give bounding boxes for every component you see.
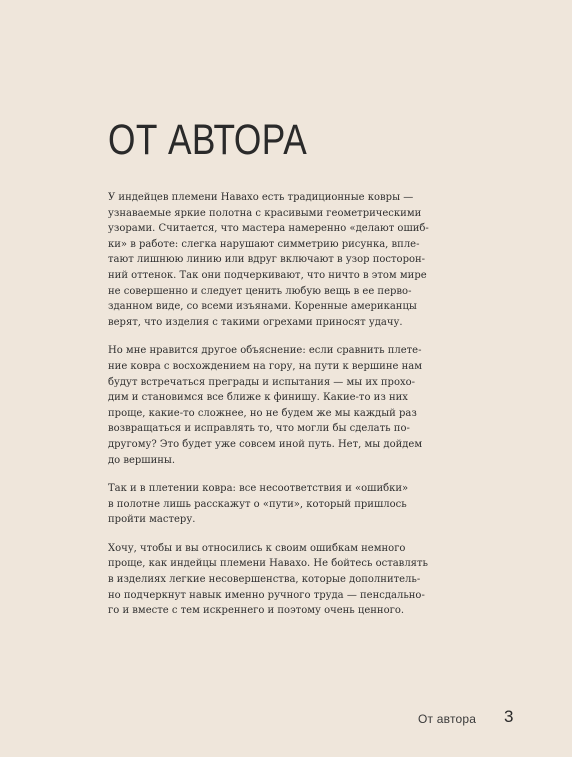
text-line: зданном виде, со всеми изъянами. Коренные американцы xyxy=(108,301,417,313)
text-line: пройти мастеру. xyxy=(108,514,196,526)
text-line: возвращаться и исправлять то, что могли бы сделать по- xyxy=(108,423,410,435)
body-text xyxy=(108,190,438,632)
text-line: Так и в плетении ковра: все несоответствия и «ошибки» xyxy=(108,483,409,495)
page-number: 3 xyxy=(504,707,514,726)
text-line: до вершины. xyxy=(108,454,176,466)
text-line: верят, что изделия с такими огрехами приносят удачу. xyxy=(108,316,403,328)
text-line: проще, как индейцы племени Навахо. Не бойтесь оставлять xyxy=(108,558,428,570)
text-line: го и вместе с тем искреннего и поэтому очень ценного. xyxy=(108,605,405,617)
paragraph-1 xyxy=(108,190,438,330)
text-line: узнаваемые яркие полотна с красивыми геометрическими xyxy=(108,207,422,219)
text-line: Хочу, чтобы и вы относились к своим ошибкам немного xyxy=(108,542,406,554)
page-title: ОТ АВТОРА xyxy=(108,116,308,164)
text-line: У индейцев племени Навахо есть традиционные ковры — xyxy=(108,192,414,203)
text-line: ки» в работе: слегка нарушают симметрию рисунка, впле- xyxy=(108,238,420,250)
text-line: не совершенно и следует ценить любую вещь в ее перво- xyxy=(108,285,412,297)
text-line: ний оттенок. Так они подчеркивают, что ничто в этом мире xyxy=(108,269,427,281)
text-line: в полотне лишь расскажут о «пути», который пришлось xyxy=(108,498,407,510)
paragraph-3 xyxy=(108,481,438,528)
text-line: в изделиях легкие несовершенства, которые дополнитель- xyxy=(108,574,421,586)
text-line: другому? Это будет уже совсем иной путь. Нет, мы дойдем xyxy=(108,438,423,450)
text-line: узорами. Считается, что мастера намеренно «делают ошиб- xyxy=(108,223,429,235)
footer-section-label: От автора xyxy=(418,712,477,726)
text-line: дим и становимся все ближе к финишу. Какие-то из них xyxy=(108,392,408,404)
text-line: но подчеркнут навык именно ручного труда — пенсдально- xyxy=(108,589,425,601)
text-line: проще, какие-то сложнее, но не будем же мы каждый раз xyxy=(108,407,417,419)
text-line: будут встречаться преграды и испытания — мы их прохо- xyxy=(108,376,416,388)
text-line: тают лишнюю линию или вдруг включают в узор посторон- xyxy=(108,254,426,266)
text-line: ние ковра с восхождением на гору, на пути к вершине нам xyxy=(108,360,422,372)
paragraph-4 xyxy=(108,541,438,619)
paragraph-2 xyxy=(108,343,438,468)
text-line: Но мне нравится другое объяснение: если сравнить плете- xyxy=(108,345,422,357)
